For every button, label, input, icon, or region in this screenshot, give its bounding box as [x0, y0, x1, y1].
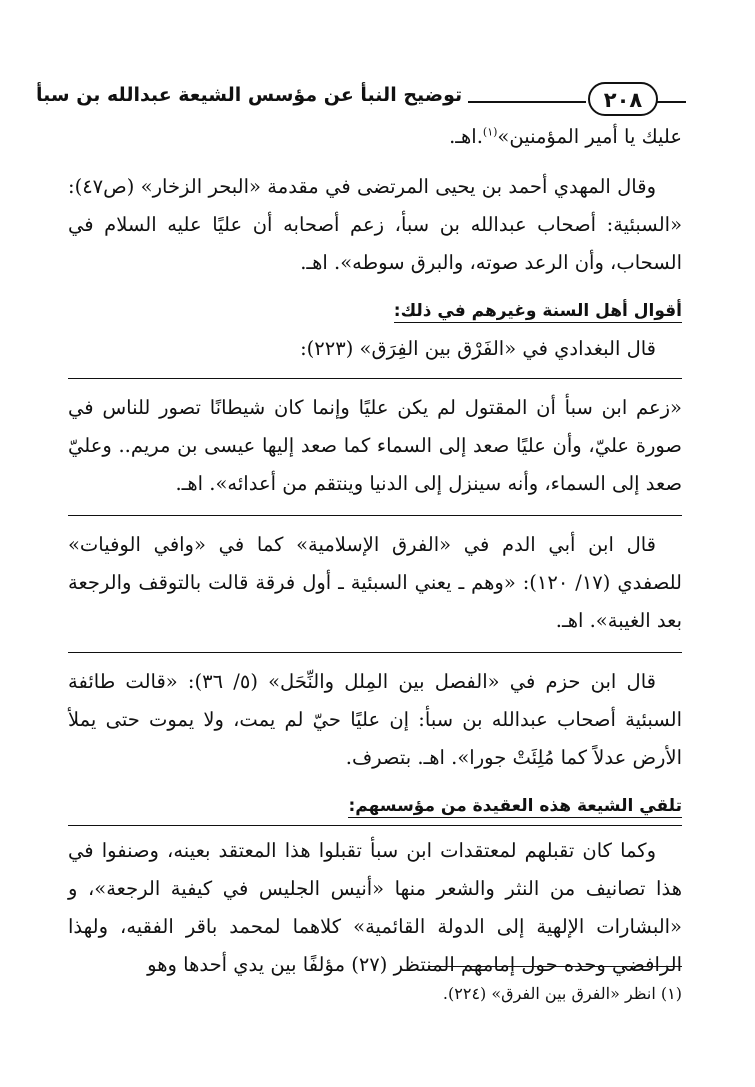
header-rule-right: [656, 101, 686, 103]
paragraph-end: .اهـ.: [449, 125, 483, 148]
paragraph-text: عليك يا أمير المؤمنين»: [497, 125, 682, 148]
quote-paragraph: «زعم ابن سبأ أن المقتول لم يكن عليًا وإنما كان شيطانًا تصور للناس في صورة عليّ، وأن عليًا صعد إلى السماء كما صعد إليها عيسى بن مريم.. وعليّ صعد إلى السماء، وأنه سينزل إلى الدنيا وينتقم من أعدائه». اهـ.: [68, 378, 682, 503]
footnote-ref: (١): [482, 125, 498, 139]
footnote: (١) انظر «الفرق بين الفرق» (٢٢٤).: [442, 984, 682, 1003]
section-heading: [68, 294, 682, 328]
footnote-rule: [428, 966, 682, 967]
running-title: توضيح النبأ عن مؤسس الشيعة عبدالله بن سبأ: [36, 84, 468, 106]
section-heading-text: تلقي الشيعة هذه العقيدة من مؤسسهم:: [348, 796, 682, 816]
paragraph: [68, 118, 682, 156]
running-header: [36, 80, 686, 120]
page-number: ٢٠٨: [588, 82, 658, 116]
body-text: [68, 118, 682, 984]
paragraph: وقال المهدي أحمد بن يحيى المرتضى في مقدمة «البحر الزخار» (ص٤٧): «السبئية: أصحاب عبدالله بن سبأ، زعم أصحابه أن عليًا عليه السلام في السحاب، وأن الرعد صوته، والبرق سوطه». اهـ.: [68, 175, 682, 274]
paragraph: قال ابن حزم في «الفصل بين المِلل والنِّحَل» (٥/ ٣٦): «قالت طائفة السبئية أصحاب عبدالله بن سبأ: إن عليًا حيّ لم يمت، ولا يموت حتى يملأ الأرض عدلاً كما مُلِئَتْ جورا». اهـ. بتصرف.: [68, 652, 682, 777]
paragraph: قال ابن أبي الدم في «الفرق الإسلامية» كما في «وافي الوفيات» للصفدي (١٧/ ١٢٠): «وهم ـ يعني السبئية ـ أول فرقة قالت بالتوقف والرجعة بعد الغيبة». اهـ.: [68, 515, 682, 640]
section-heading: [68, 789, 682, 823]
paragraph: وكما كان تقبلهم لمعتقدات ابن سبأ تقبلوا هذا المعتقد بعينه، وصنفوا في هذا تصانيف من النثر والشعر منها «أنيس الجليس في كيفية الرجعة»، و «البشارات الإلهية إلى الدولة القائمية» كلاهما لمحمد باقر الفقيه، ولهذا الرافضي وحده حول إمامهم المنتظر (٢٧) مؤلفًا بين يدي أحدها وهو: [68, 825, 682, 984]
paragraph: قال البغدادي في «الفَرْق بين الفِرَق» (٢٢٣):: [300, 337, 656, 360]
section-heading-text: أقوال أهل السنة وغيرهم في ذلك:: [393, 301, 682, 321]
